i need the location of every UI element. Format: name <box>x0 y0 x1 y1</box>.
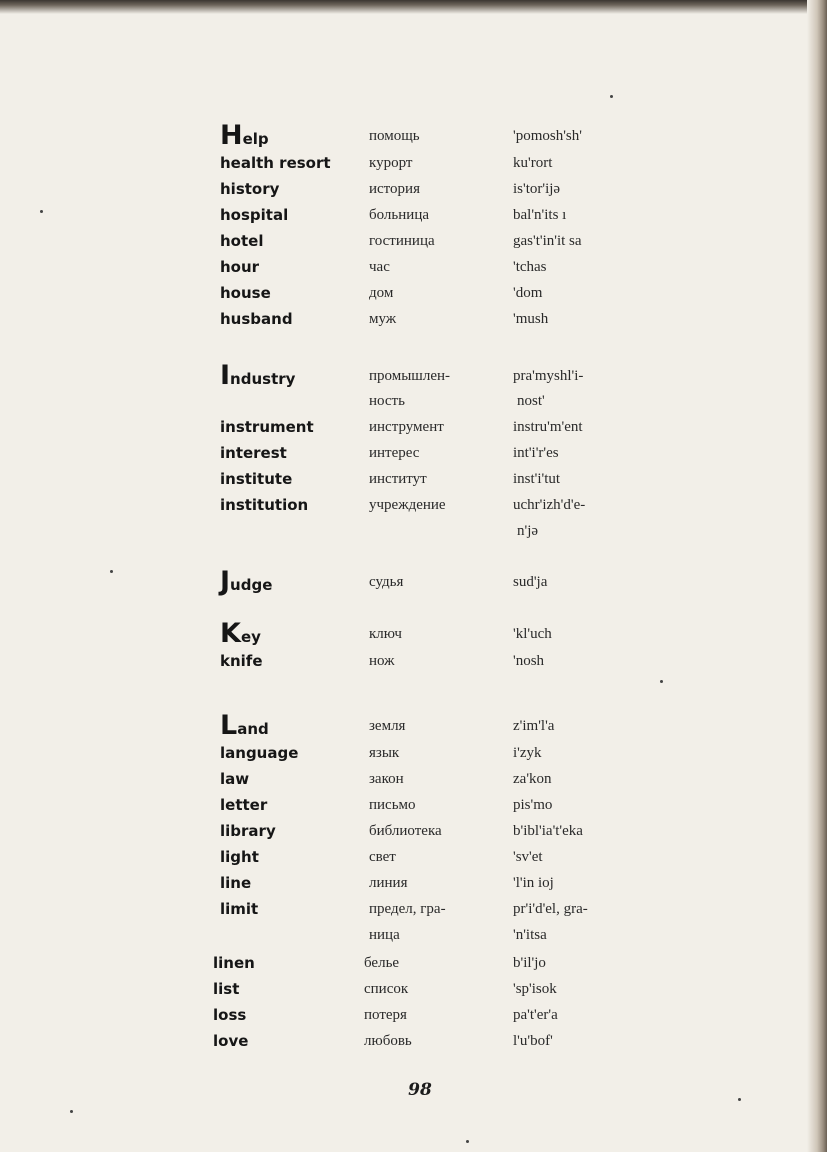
entry-translation: больница <box>369 207 429 223</box>
dictionary-entry <box>0 466 700 492</box>
entry-translation: белье <box>364 955 400 971</box>
entry-word: hotel <box>220 232 264 250</box>
dictionary-entry <box>0 710 700 742</box>
dictionary-entry <box>0 176 700 202</box>
dictionary-entry <box>0 492 700 518</box>
entry-word: hospital <box>220 206 289 224</box>
dictionary-entry <box>0 414 700 440</box>
entry-pronunciation: pa't'er'a <box>513 1007 558 1023</box>
entry-translation: интерес <box>369 445 420 461</box>
entry-translation: любовь <box>364 1033 412 1049</box>
entry-word: Industry <box>220 360 296 391</box>
entry-translation: помощь <box>369 128 420 144</box>
dictionary-entry <box>0 896 700 922</box>
entry-translation: библиотека <box>369 823 442 839</box>
entry-translation-continuation: ница <box>369 927 400 943</box>
entry-pronunciation: gas't'in'it sa <box>513 233 582 249</box>
entry-word: house <box>220 284 271 302</box>
entry-translation: гостиница <box>369 233 435 249</box>
entry-translation: ключ <box>369 626 402 642</box>
entry-translation: курорт <box>369 155 413 171</box>
entry-pronunciation: inst'i'tut <box>513 471 561 487</box>
entry-word: institution <box>220 496 309 514</box>
entry-pronunciation: is'tor'ijə <box>513 181 561 197</box>
entry-translation: дом <box>369 285 394 301</box>
entry-word: history <box>220 180 280 198</box>
entry-word-rest: ey <box>240 628 261 646</box>
dictionary-entry <box>0 440 700 466</box>
entry-word-rest: elp <box>242 130 269 148</box>
dictionary-entry <box>0 360 700 392</box>
entry-pronunciation: 'dom <box>513 285 543 301</box>
entry-word: knife <box>220 652 263 670</box>
scan-speck <box>738 1098 741 1101</box>
dictionary-entry <box>0 870 700 896</box>
entry-word: letter <box>220 796 268 814</box>
entry-translation: институт <box>369 471 427 487</box>
scan-speck <box>70 1110 73 1113</box>
page-number: 98 <box>408 1080 432 1100</box>
dictionary-entry <box>0 818 700 844</box>
entry-word: line <box>220 874 252 892</box>
entry-word: instrument <box>220 418 314 436</box>
entry-translation: муж <box>369 311 397 327</box>
entry-translation: линия <box>369 875 408 891</box>
entry-pronunciation: ku'rort <box>513 155 553 171</box>
entry-word: library <box>220 822 276 840</box>
entry-word: hour <box>220 258 260 276</box>
entry-translation: учреждение <box>369 497 446 513</box>
entry-word: Judge <box>220 566 273 597</box>
dictionary-entry <box>0 976 700 1002</box>
entry-translation: история <box>369 181 420 197</box>
dictionary-entry <box>0 740 700 766</box>
entry-word: health resort <box>220 154 331 172</box>
entry-word: Key <box>220 618 261 649</box>
entry-pronunciation: i'zyk <box>513 745 542 761</box>
dictionary-entry <box>0 202 700 228</box>
entry-pronunciation: l'u'bof' <box>513 1033 553 1049</box>
page-top-edge-shadow <box>0 0 827 14</box>
entry-translation: нож <box>369 653 395 669</box>
entry-word: language <box>220 744 299 762</box>
entry-pronunciation: instru'm'ent <box>513 419 583 435</box>
entry-pronunciation-continuation: n'jə <box>517 523 539 539</box>
dictionary-entry <box>0 120 700 152</box>
entry-pronunciation: bal'n'its ı <box>513 207 567 223</box>
entry-pronunciation: pr'i'd'el, gra- <box>513 901 588 917</box>
entry-translation: предел, гра- <box>369 901 446 917</box>
entry-translation: свет <box>369 849 396 865</box>
entry-pronunciation: int'i'r'es <box>513 445 559 461</box>
entry-word: interest <box>220 444 287 462</box>
scan-speck <box>610 95 613 98</box>
entry-translation: инструмент <box>369 419 444 435</box>
dictionary-entry <box>0 1028 700 1054</box>
entry-translation-continuation: ность <box>369 393 405 409</box>
entry-pronunciation: pra'myshl'i- <box>513 368 584 384</box>
entry-pronunciation: pis'mo <box>513 797 553 813</box>
dictionary-entry <box>0 844 700 870</box>
entry-pronunciation: sud'ja <box>513 574 548 590</box>
entry-pronunciation: 'kl'uch <box>513 626 552 642</box>
entry-translation: письмо <box>369 797 416 813</box>
entry-translation: судья <box>369 574 404 590</box>
dictionary-entry <box>0 254 700 280</box>
entry-translation: промышлен- <box>369 368 451 384</box>
entry-word: light <box>220 848 259 866</box>
dictionary-entry <box>0 228 700 254</box>
entry-pronunciation: 'mush <box>513 311 549 327</box>
page-binding-edge <box>807 0 827 1152</box>
entry-pronunciation-continuation: 'n'itsa <box>513 927 547 943</box>
entry-word-rest: ndustry <box>230 370 296 388</box>
entry-pronunciation: z'im'l'a <box>513 718 555 734</box>
entry-pronunciation: 'sp'isok <box>513 981 557 997</box>
dictionary-entry <box>0 150 700 176</box>
entry-translation: язык <box>369 745 400 761</box>
dictionary-entry <box>0 566 700 598</box>
entry-word: limit <box>220 900 259 918</box>
entry-word-rest: and <box>237 720 269 738</box>
entry-word: love <box>213 1032 249 1050</box>
entry-word: law <box>220 770 250 788</box>
entry-word: loss <box>213 1006 247 1024</box>
entry-word: Land <box>220 710 269 741</box>
entry-pronunciation: b'ibl'ia't'eka <box>513 823 583 839</box>
dictionary-entry <box>0 1002 700 1028</box>
entry-translation: закон <box>369 771 404 787</box>
entry-pronunciation: b'il'jo <box>513 955 546 971</box>
entry-translation: земля <box>369 718 406 734</box>
entry-word: linen <box>213 954 255 972</box>
entry-pronunciation: 'pomosh'sh' <box>513 128 582 144</box>
dictionary-entry <box>0 792 700 818</box>
entry-translation: потеря <box>364 1007 407 1023</box>
entry-translation: час <box>369 259 390 275</box>
entry-word: husband <box>220 310 293 328</box>
entry-word: Help <box>220 120 269 151</box>
entry-pronunciation: 'sv'et <box>513 849 543 865</box>
entry-pronunciation: za'kon <box>513 771 552 787</box>
scan-speck <box>660 680 663 683</box>
entry-pronunciation-continuation: nost' <box>517 393 545 409</box>
dictionary-entry <box>0 648 700 674</box>
entry-pronunciation: 'l'in ioj <box>513 875 554 891</box>
dictionary-entry <box>0 618 700 650</box>
entry-word-rest: udge <box>230 576 273 594</box>
scan-speck <box>466 1140 469 1143</box>
entry-pronunciation: 'nosh <box>513 653 545 669</box>
entry-word: list <box>213 980 240 998</box>
entry-pronunciation: uchr'izh'd'e- <box>513 497 586 513</box>
dictionary-entry <box>0 950 700 976</box>
entry-pronunciation: 'tchas <box>513 259 547 275</box>
entry-word: institute <box>220 470 293 488</box>
dictionary-entry <box>0 306 700 332</box>
entry-translation: список <box>364 981 409 997</box>
dictionary-entry <box>0 280 700 306</box>
dictionary-entry <box>0 766 700 792</box>
